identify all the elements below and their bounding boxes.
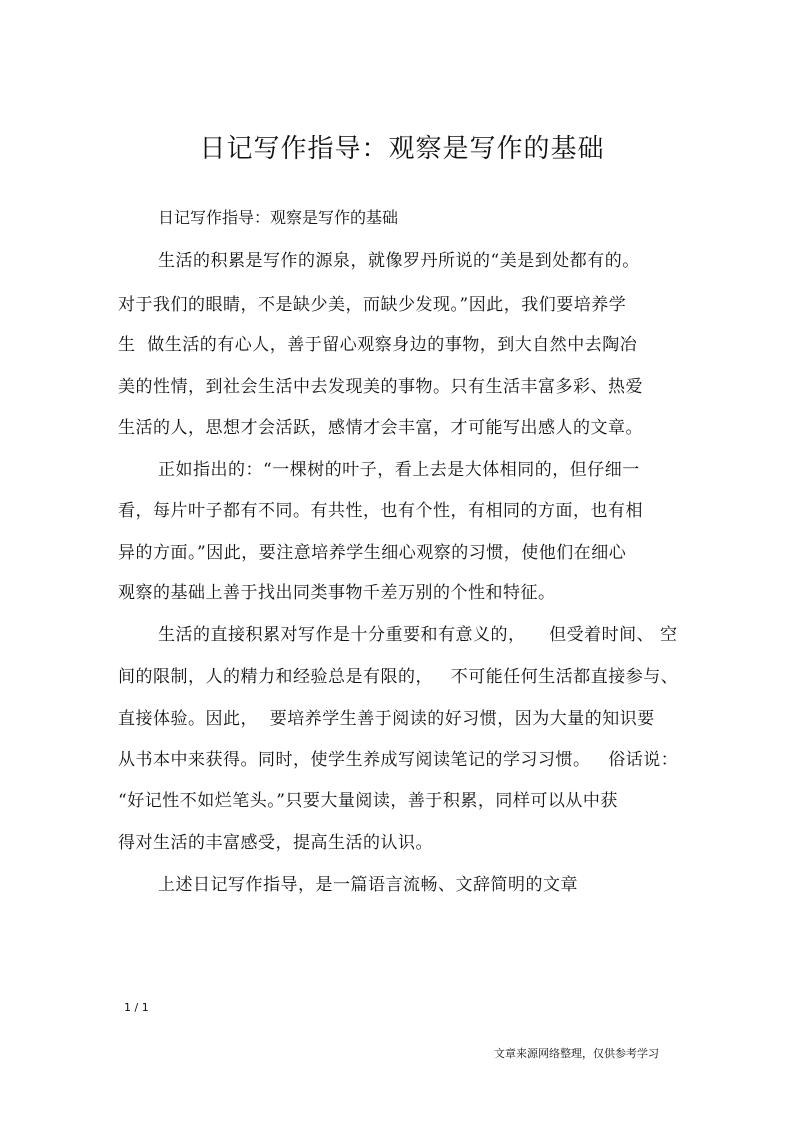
document-subtitle: 日记写作指导：观察是写作的基础	[158, 208, 399, 227]
paragraph-2-line-1: 正如指出的：“一棵树的叶子，看上去是大体相同的，但仔细一	[158, 460, 640, 480]
paragraph-3-line-4: 从书本中来获得。同时，使学生养成写阅读笔记的学习习惯。 俗话说：	[118, 750, 679, 770]
paragraph-3-line-2: 间的限制，人的精力和经验总是有限的， 不可能任何生活都直接参与、	[118, 667, 679, 687]
page-number: 1 / 1	[124, 1001, 149, 1014]
paragraph-1-line-4: 美的性情，到社会生活中去发现美的事物。只有生活丰富多彩、热爱	[118, 377, 643, 397]
paragraph-2-line-2: 看，每片叶子都有不同。有共性，也有个性，有相同的方面，也有相	[118, 501, 643, 521]
paragraph-1-line-1: 生活的积累是写作的源泉，就像罗丹所说的“美是到处都有的。	[158, 251, 640, 271]
paragraph-2-line-4: 观察的基础上善于找出同类事物千差万别的个性和特征。	[118, 583, 556, 603]
document-title: 日记写作指导：观察是写作的基础	[199, 134, 605, 164]
paragraph-3-line-1: 生活的直接积累对写作是十分重要和有意义的， 但受着时间、 空	[158, 625, 678, 645]
footer-note: 文章来源网络整理，仅供参考学习	[494, 1047, 659, 1060]
paragraph-3-line-5: “好记性不如烂笔头。”只要大量阅读，善于积累，同样可以从中获	[118, 791, 618, 811]
paragraph-1-line-3: 生 做生活的有心人，善于留心观察身边的事物，到大自然中去陶冶	[118, 335, 638, 355]
paragraph-2-line-3: 异的方面。”因此，要注意培养学生细心观察的习惯，使他们在细心	[118, 543, 627, 563]
paragraph-1-line-5: 生活的人，思想才会活跃，感情才会丰富，才可能写出感人的文章。	[118, 418, 643, 438]
paragraph-3-line-3: 直接体验。因此， 要培养学生善于阅读的好习惯，因为大量的知识要	[118, 709, 655, 729]
paragraph-1-line-2: 对于我们的眼睛，不是缺少美，而缺少发现。”因此，我们要培养学	[118, 295, 627, 315]
paragraph-3-line-6: 得对生活的丰富感受，提高生活的认识。	[118, 833, 433, 853]
paragraph-4-line-1: 上述日记写作指导，是一篇语言流畅、文辞简明的文章	[158, 875, 578, 895]
